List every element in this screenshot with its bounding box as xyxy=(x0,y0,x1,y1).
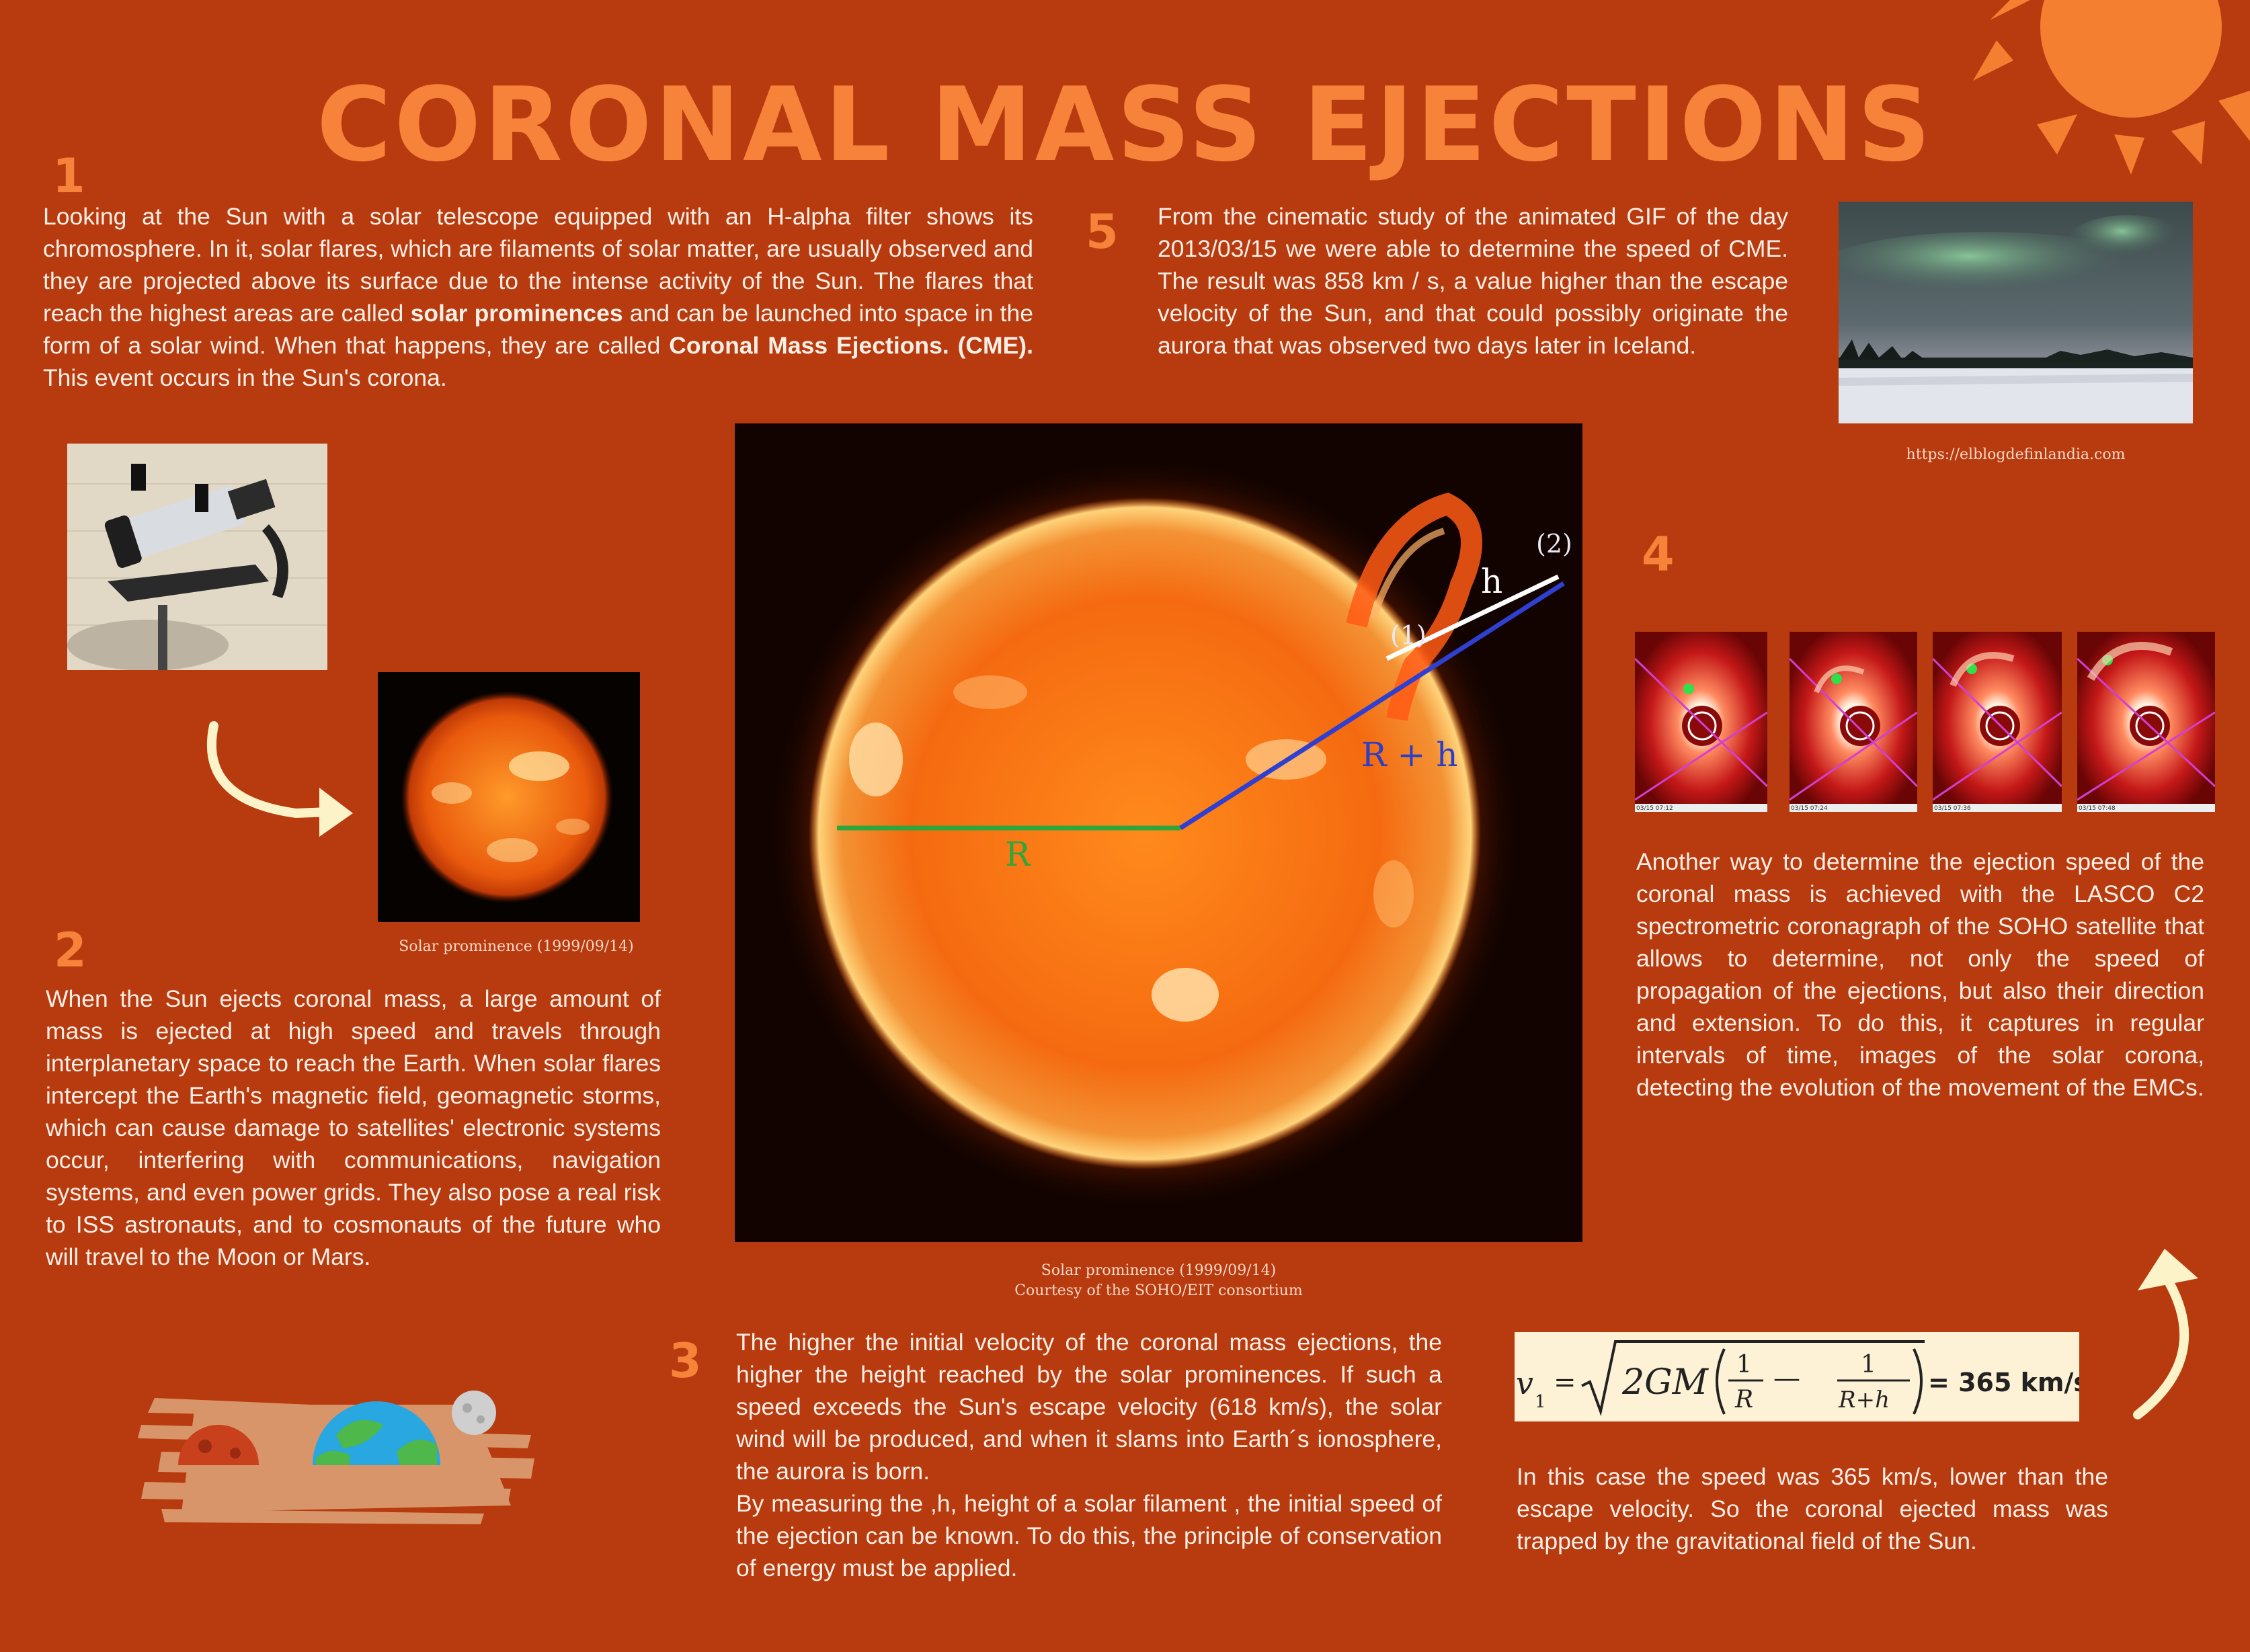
lasco-frame-4 xyxy=(2077,632,2215,812)
section-number-5: 5 xyxy=(1086,204,1119,259)
main-sun-image xyxy=(735,423,1582,1242)
section-3-text-b: By measuring the ,h, height of a solar filament , the initial speed of the ejection can be known. To do this, the principle of conservation of energy must be applied. xyxy=(736,1490,1442,1581)
section-1-text-a: Looking at the Sun with a solar telescope equipped with an H-alpha filter shows its chromosphere. In it, solar flares, which are filaments of solar matter, are usually observed and they are projected above its surface due to the intense activity of the Sun. The flares that reach the highest areas are called xyxy=(43,203,1033,327)
section-3-text xyxy=(736,1326,1442,1584)
section-number-3: 3 xyxy=(669,1333,702,1389)
telescope-photo xyxy=(67,444,327,670)
formula-v: v xyxy=(1516,1365,1533,1401)
moon-icon xyxy=(452,1391,496,1435)
aurora-photo xyxy=(1839,202,2193,423)
formula-minus: — xyxy=(1773,1363,1800,1394)
lasco-frame-3 xyxy=(1933,632,2062,812)
lasco-frame-3-stamp: 03/15 07:36 xyxy=(1934,805,1971,812)
radius-label: R xyxy=(1005,835,1031,874)
main-sun-caption-line-2: Courtesy of the SOHO/EIT consortium xyxy=(1014,1282,1303,1299)
solar-prominence-small-photo xyxy=(378,672,640,922)
coronagraph-image xyxy=(2077,632,2215,812)
telescope-image xyxy=(67,444,327,670)
section-2-text: When the Sun ejects coronal mass, a large amount of mass is ejected at high speed and travels through interplanetary space to reach the Earth. When solar flares intercept the Earth's magnetic field, geomagnetic storms, which can cause damage to satellites' electronic systems occur, interfering with communications, navigation systems, and even power grids. They also pose a real risk to ISS astronauts, and to cosmonauts of the future who will travel to the Moon or Mars. xyxy=(46,985,661,1270)
lasco-frame-1-stamp: 03/15 07:12 xyxy=(1636,805,1673,812)
small-sun-caption: Solar prominence (1999/09/14) xyxy=(399,938,634,955)
curved-arrow-right-icon xyxy=(195,712,356,847)
section-4-text: Another way to determine the ejection speed of the coronal mass is achieved with the LASCO C2 spectrometric coronagraph of the SOHO satellite that allows to determine, not only the speed of propagation of the ejections, but also their direction and extension. To do this, it captures in regular intervals of time, images of the solar corona, detecting the evolution of the movement of the EMCs. xyxy=(1636,848,2204,1101)
left-paren-icon xyxy=(1717,1349,1724,1414)
aurora-landscape-image xyxy=(1839,202,2193,423)
formula-denominator-b: R+h xyxy=(1839,1387,1890,1413)
point-1-label: (1) xyxy=(1390,620,1427,650)
right-paren-icon xyxy=(1914,1349,1921,1414)
coronagraph-image xyxy=(1635,632,1767,812)
r-plus-h-label: R + h xyxy=(1361,735,1458,774)
section-number-4: 4 xyxy=(1642,527,1675,582)
formula-2gm: 2GM xyxy=(1622,1362,1708,1403)
section-1-bold-a: solar prominences xyxy=(410,300,623,327)
coronagraph-image xyxy=(1790,632,1917,812)
aurora-photo-caption: https://elblogdefinlandia.com xyxy=(1906,446,2126,463)
point-2-label: (2) xyxy=(1536,529,1572,559)
formula-subscript: 1 xyxy=(1535,1392,1546,1412)
section-1-text-b: and can be launched into space in the form of a solar wind. When that happens, they are called xyxy=(43,300,1034,359)
lasco-frame-1 xyxy=(1635,632,1767,812)
lasco-frame-4-stamp: 03/15 07:48 xyxy=(2079,805,2116,812)
main-sun-caption xyxy=(735,1261,1582,1301)
section-number-2: 2 xyxy=(54,923,87,978)
coronagraph-image xyxy=(1933,632,2062,812)
height-label: h xyxy=(1481,562,1503,601)
section-1-text xyxy=(43,200,1033,394)
formula-result: = 365 km/s xyxy=(1928,1368,2079,1397)
curved-arrow-up-icon xyxy=(2118,1243,2212,1425)
formula-denominator-a: R xyxy=(1735,1386,1754,1413)
page-title: CORONAL MASS EJECTIONS xyxy=(316,65,1934,184)
formula-numerator-b: 1 xyxy=(1861,1351,1876,1378)
section-3-text-a: The higher the initial velocity of the coronal mass ejections, the higher the height reached by the solar prominences. If such a speed exceeds the Sun's escape velocity (618 km/s), the solar wind will be produced, and when it slams into Earth´s ionosphere, the aurora is born. xyxy=(736,1329,1442,1485)
section-number-1: 1 xyxy=(52,149,85,204)
formula-render xyxy=(1515,1332,2079,1421)
section-1-bold-b: Coronal Mass Ejections. (CME). xyxy=(669,332,1033,359)
lasco-frames xyxy=(1635,632,2215,812)
formula-numerator-a: 1 xyxy=(1736,1351,1752,1378)
escape-velocity-formula xyxy=(1515,1332,2079,1421)
result-text: In this case the speed was 365 km/s, lower than the escape velocity. So the coronal ejected mass was trapped by the gravitational field of the Sun. xyxy=(1517,1463,2108,1555)
main-sun-photo xyxy=(735,423,1582,1242)
lasco-frame-2-stamp: 03/15 07:24 xyxy=(1791,805,1828,812)
formula-equals: = xyxy=(1554,1367,1576,1398)
section-1-text-c: This event occurs in the Sun's corona. xyxy=(43,364,447,391)
section-5-text: From the cinematic study of the animated GIF of the day 2013/03/15 we were able to determine the speed of CME. The result was 858 km / s, a value higher than the escape velocity of the Sun, and that could possibly originate the aurora that was observed two days later in Iceland. xyxy=(1158,203,1788,359)
small-sun-image xyxy=(378,672,640,922)
main-sun-caption-line-1: Solar prominence (1999/09/14) xyxy=(1041,1262,1277,1279)
planets-illustration xyxy=(134,1371,538,1539)
lasco-frame-2 xyxy=(1790,632,1917,812)
